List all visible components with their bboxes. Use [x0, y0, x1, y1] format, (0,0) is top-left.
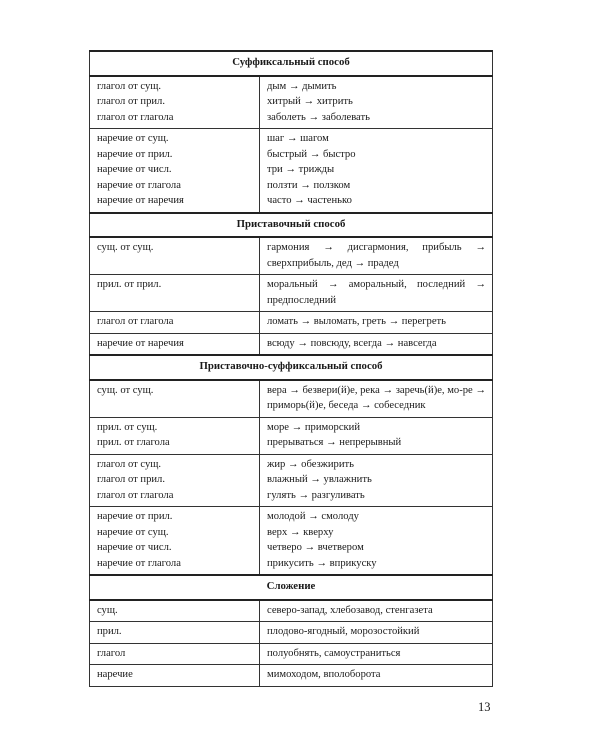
category-line: сущ. от сущ.: [97, 242, 154, 253]
section-header-row: [90, 355, 493, 380]
section-header-row: [90, 213, 493, 238]
examples-cell: [260, 380, 493, 418]
examples-cell: [260, 600, 493, 622]
example-line: ломать → выломать, греть → перегреть: [267, 316, 446, 327]
example-line: море → приморский: [267, 421, 361, 433]
examples-cell: [260, 643, 493, 665]
category-line: наречие от прил.: [97, 511, 173, 522]
examples-cell: [260, 237, 493, 275]
example-line: вера → безвери(й)е, река → заречь(й)е, мо-ре → приморь(й)е, беседа → собеседник: [267, 384, 486, 411]
examples-cell: [260, 312, 493, 334]
table-row: [90, 312, 493, 334]
category-line: наречие от числ.: [97, 164, 172, 175]
table-row: [90, 76, 493, 129]
category-cell: [90, 454, 260, 507]
example-line: заболеть → заболевать: [267, 111, 370, 123]
table-row: [90, 275, 493, 312]
category-line: глагол от прил.: [97, 96, 165, 107]
examples-cell: [260, 76, 493, 129]
example-line: молодой → смолоду: [267, 511, 359, 522]
section-title: Суффиксальный способ: [90, 51, 493, 76]
example-line: три → трижды: [267, 164, 335, 175]
table-row: [90, 643, 493, 665]
examples-cell: [260, 129, 493, 213]
example-line: прикусить → вприкуску: [267, 557, 377, 569]
section-header-row: [90, 51, 493, 76]
table-row: [90, 600, 493, 622]
example-line: гармония → дисгармония, прибыль → сверхприбыль, дед → прадед: [267, 242, 486, 269]
category-line: глагол от глагола: [97, 489, 174, 501]
category-cell: [90, 333, 260, 355]
page-number: 13: [478, 700, 491, 714]
category-line: сущ. от сущ.: [97, 384, 154, 396]
example-line: полуобнять, самоустраниться: [267, 647, 401, 659]
example-line: шаг → шагом: [267, 133, 329, 144]
category-cell: [90, 417, 260, 454]
examples-cell: [260, 454, 493, 507]
examples-cell: [260, 507, 493, 576]
section-title: Приставочный способ: [90, 213, 493, 238]
examples-cell: [260, 622, 493, 644]
category-line: глагол от сущ.: [97, 458, 162, 470]
examples-cell: [260, 417, 493, 454]
category-line: глагол: [97, 647, 126, 659]
example-line: ползти → ползком: [267, 179, 351, 191]
table-row: [90, 507, 493, 576]
category-line: наречие от числ.: [97, 542, 172, 553]
category-line: наречие от глагола: [97, 557, 181, 569]
table-row: [90, 237, 493, 275]
table-row: [90, 380, 493, 418]
category-line: глагол от прил.: [97, 474, 165, 485]
example-line: всюду → повсюду, всегда → навсегда: [267, 337, 437, 349]
section-header-row: [90, 575, 493, 600]
category-line: наречие от прил.: [97, 148, 173, 160]
table-row: [90, 417, 493, 454]
example-line: верх → кверху: [267, 526, 334, 538]
example-line: моральный → аморальный, последний → предпоследний: [267, 279, 486, 306]
section-title: Сложение: [90, 575, 493, 600]
example-line: прерываться → непрерывный: [267, 437, 402, 448]
category-line: сущ.: [97, 604, 118, 616]
category-cell: [90, 129, 260, 213]
example-line: жир → обезжирить: [267, 458, 354, 470]
category-cell: [90, 380, 260, 418]
example-line: влажный → увлажнить: [267, 474, 372, 485]
category-cell: [90, 600, 260, 622]
category-line: наречие от глагола: [97, 179, 181, 191]
category-line: глагол от глагола: [97, 111, 174, 123]
table-row: [90, 454, 493, 507]
examples-cell: [260, 665, 493, 687]
category-cell: [90, 643, 260, 665]
category-line: глагол от глагола: [97, 316, 174, 327]
example-line: северо-запад, хлебозавод, стенгазета: [267, 604, 433, 616]
example-line: часто → частенько: [267, 195, 352, 206]
examples-cell: [260, 275, 493, 312]
category-line: наречие от сущ.: [97, 133, 169, 144]
category-cell: [90, 622, 260, 644]
table-row: [90, 665, 493, 687]
category-line: прил. от глагола: [97, 437, 170, 448]
example-line: четверо → вчетвером: [267, 542, 364, 553]
category-cell: [90, 76, 260, 129]
word-formation-table: [89, 50, 493, 687]
category-line: наречие от наречия: [97, 195, 184, 206]
example-line: плодово-ягодный, морозостойкий: [267, 626, 420, 637]
table-row: [90, 129, 493, 213]
example-line: хитрый → хитрить: [267, 96, 353, 107]
category-cell: [90, 665, 260, 687]
category-line: прил.: [97, 626, 122, 637]
category-cell: [90, 275, 260, 312]
section-title: Приставочно-суффиксальный способ: [90, 355, 493, 380]
category-line: прил. от сущ.: [97, 421, 158, 433]
category-cell: [90, 312, 260, 334]
category-line: наречие от наречия: [97, 337, 184, 349]
examples-cell: [260, 333, 493, 355]
category-line: наречие: [97, 669, 133, 680]
example-line: гулять → разгуливать: [267, 489, 365, 501]
example-line: быстрый → быстро: [267, 148, 356, 160]
example-line: дым → дымить: [267, 80, 337, 92]
table-body: [90, 51, 493, 686]
category-line: глагол от сущ.: [97, 80, 162, 92]
category-cell: [90, 237, 260, 275]
example-line: мимоходом, вполоборота: [267, 669, 381, 680]
category-cell: [90, 507, 260, 576]
category-line: наречие от сущ.: [97, 526, 169, 538]
category-line: прил. от прил.: [97, 279, 162, 290]
table-row: [90, 622, 493, 644]
table-row: [90, 333, 493, 355]
